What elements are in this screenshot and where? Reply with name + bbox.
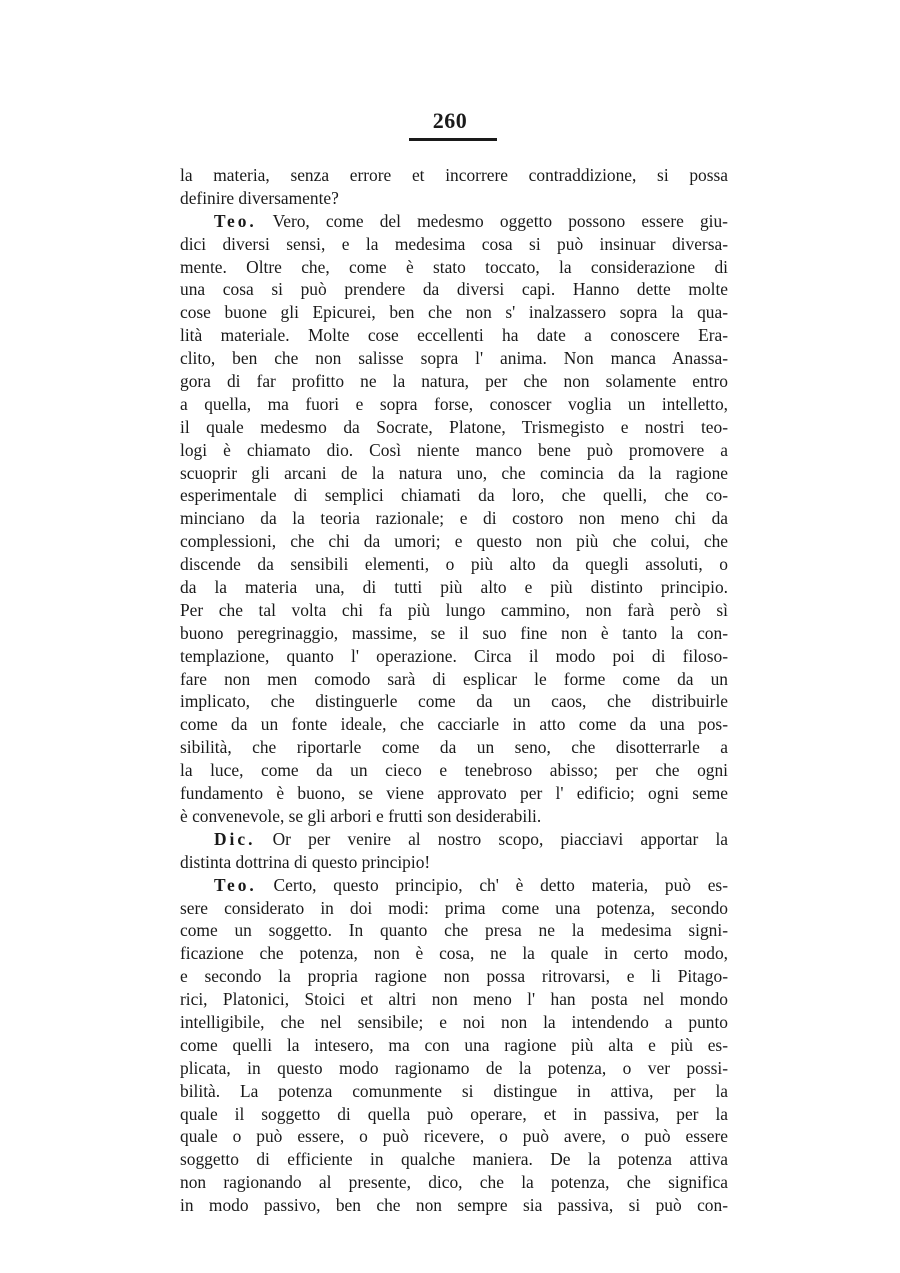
text-line xyxy=(180,988,728,1011)
line-text: rici, Platonici, Stoici et altri non meno l' han posta nel mondo xyxy=(180,989,728,1010)
text-line xyxy=(180,668,728,691)
line-text: quale il soggetto di quella può operare, et in passiva, per la xyxy=(180,1103,728,1124)
line-text: non ragionando al presente, dico, che la potenza, che significa xyxy=(180,1172,728,1193)
line-text: sere considerato in doi modi: prima come una potenza, secondo xyxy=(180,897,728,918)
text-line xyxy=(180,1148,728,1171)
line-text: buono peregrinaggio, massime, se il suo fine non è tanto la con- xyxy=(180,622,728,643)
line-text: quale o può essere, o può ricevere, o può avere, o può essere xyxy=(180,1126,728,1147)
paragraph xyxy=(180,210,728,828)
line-text: Per che tal volta chi fa più lungo cammino, non farà però sì xyxy=(180,599,728,620)
line-text: come da un fonte ideale, che cacciarle in atto come da una pos- xyxy=(180,714,728,735)
speaker-label: Dic. xyxy=(214,828,256,849)
text-line xyxy=(180,965,728,988)
line-text: fare non men comodo sarà di esplicar le forme come da un xyxy=(180,668,728,689)
line-text: intelligibile, che nel sensibile; e noi non la intendendo a punto xyxy=(180,1011,728,1032)
line-text: bilità. La potenza comunmente si distingue in attiva, per la xyxy=(180,1080,728,1101)
text-line xyxy=(180,301,728,324)
line-text: complessioni, che chi da umori; e questo non più che colui, che xyxy=(180,531,728,552)
line-text: ficazione che potenza, non è cosa, ne la quale in certo modo, xyxy=(180,943,728,964)
text-line xyxy=(180,1194,728,1217)
line-text: da la materia una, di tutti più alto e più distinto principio. xyxy=(180,577,728,598)
text-line xyxy=(180,851,728,874)
line-text: definire diversamente? xyxy=(180,187,339,208)
text-line xyxy=(180,1057,728,1080)
line-text: e secondo la propria ragione non possa ritrovarsi, e li Pitago- xyxy=(180,966,728,987)
line-text: distinta dottrina di questo principio! xyxy=(180,851,431,872)
text-line xyxy=(180,576,728,599)
line-text: discende da sensibili elementi, o più alto da quegli assoluti, o xyxy=(180,554,728,575)
line-text: dici diversi sensi, e la medesima cosa si può insinuar diversa- xyxy=(180,233,728,254)
text-line xyxy=(180,278,728,301)
line-text: il quale medesmo da Socrate, Platone, Trismegisto e nostri teo- xyxy=(180,416,728,437)
text-line xyxy=(180,416,728,439)
text-line xyxy=(180,828,728,851)
text-line xyxy=(180,530,728,553)
text-line xyxy=(180,897,728,920)
text-line xyxy=(180,1011,728,1034)
text-line xyxy=(180,874,728,897)
text-line xyxy=(180,805,728,828)
text-line xyxy=(180,210,728,233)
speaker-label: Teo. xyxy=(214,874,257,895)
text-line xyxy=(180,919,728,942)
line-text: logi è chiamato dio. Così niente manco bene può promovere a xyxy=(180,439,728,460)
text-line xyxy=(180,233,728,256)
text-line xyxy=(180,256,728,279)
speaker-label: Teo. xyxy=(214,210,257,231)
line-text: esperimentale di semplici chiamati da loro, che quelli, che co- xyxy=(180,485,728,506)
text-line xyxy=(180,324,728,347)
text-line xyxy=(180,462,728,485)
line-text: come un soggetto. In quanto che presa ne la medesima signi- xyxy=(180,920,728,941)
text-line xyxy=(180,690,728,713)
page-number-rule xyxy=(409,138,497,141)
text-line xyxy=(180,187,728,210)
line-text: fundamento è buono, se viene approvato per l' edificio; ogni seme xyxy=(180,783,728,804)
text-line xyxy=(180,484,728,507)
line-text: templazione, quanto l' operazione. Circa il modo poi di filoso- xyxy=(180,645,728,666)
line-text: clito, ben che non salisse sopra l' anima. Non manca Anassa- xyxy=(180,348,728,369)
line-text: mente. Oltre che, come è stato toccato, la considerazione di xyxy=(180,256,728,277)
page-number: 260 xyxy=(432,108,468,133)
line-text: plicata, in questo modo ragionamo de la potenza, o ver possi- xyxy=(180,1057,728,1078)
body-text xyxy=(180,164,728,1217)
line-text: a quella, ma fuori e sopra forse, conoscer voglia un intelletto, xyxy=(180,393,728,414)
text-line xyxy=(180,759,728,782)
line-text: lità materiale. Molte cose eccellenti ha date a conoscere Era- xyxy=(180,325,728,346)
text-line xyxy=(180,1103,728,1126)
text-line xyxy=(180,599,728,622)
text-line xyxy=(180,1125,728,1148)
line-text: una cosa si può prendere da diversi capi. Hanno dette molte xyxy=(180,279,728,300)
line-text: gora di far profitto ne la natura, per che non solamente entro xyxy=(180,371,728,392)
line-text: è convenevole, se gli arbori e frutti son desiderabili. xyxy=(180,805,542,826)
text-line xyxy=(180,347,728,370)
paragraph xyxy=(180,164,728,210)
paragraph xyxy=(180,828,728,874)
line-text: minciano da la teoria razionale; e di costoro non meno chi da xyxy=(180,508,728,529)
line-text: scuoprir gli arcani de la natura uno, che comincia da la ragione xyxy=(180,462,728,483)
line-text: cose buone gli Epicurei, ben che non s' inalzassero sopra la qua- xyxy=(180,302,728,323)
text-line xyxy=(180,736,728,759)
paragraph xyxy=(180,874,728,1217)
text-line xyxy=(180,942,728,965)
text-line xyxy=(180,622,728,645)
line-text: Certo, questo principio, ch' è detto materia, può es- xyxy=(273,874,728,895)
line-text: sibilità, che riportarle come da un seno, che disotterrarle a xyxy=(180,737,728,758)
text-line xyxy=(180,782,728,805)
line-text: soggetto di efficiente in qualche maniera. De la potenza attiva xyxy=(180,1149,728,1170)
text-line xyxy=(180,439,728,462)
text-line xyxy=(180,370,728,393)
text-line xyxy=(180,507,728,530)
text-line xyxy=(180,645,728,668)
text-line xyxy=(180,164,728,187)
text-line xyxy=(180,393,728,416)
line-text: implicato, che distinguerle come da un caos, che distribuirle xyxy=(180,691,728,712)
line-text: Or per venire al nostro scopo, piacciavi apportar la xyxy=(272,828,728,849)
text-line xyxy=(180,1080,728,1103)
text-line xyxy=(180,713,728,736)
text-line xyxy=(180,1034,728,1057)
line-text: in modo passivo, ben che non sempre sia passiva, si può con- xyxy=(180,1195,728,1216)
text-line xyxy=(180,1171,728,1194)
line-text: la materia, senza errore et incorrere contraddizione, si possa xyxy=(180,165,728,185)
line-text: la luce, come da un cieco e tenebroso abisso; per che ogni xyxy=(180,760,728,781)
text-line xyxy=(180,553,728,576)
line-text: Vero, come del medesmo oggetto possono essere giu- xyxy=(272,210,728,231)
line-text: come quelli la intesero, ma con una ragione più alta e più es- xyxy=(180,1034,728,1055)
